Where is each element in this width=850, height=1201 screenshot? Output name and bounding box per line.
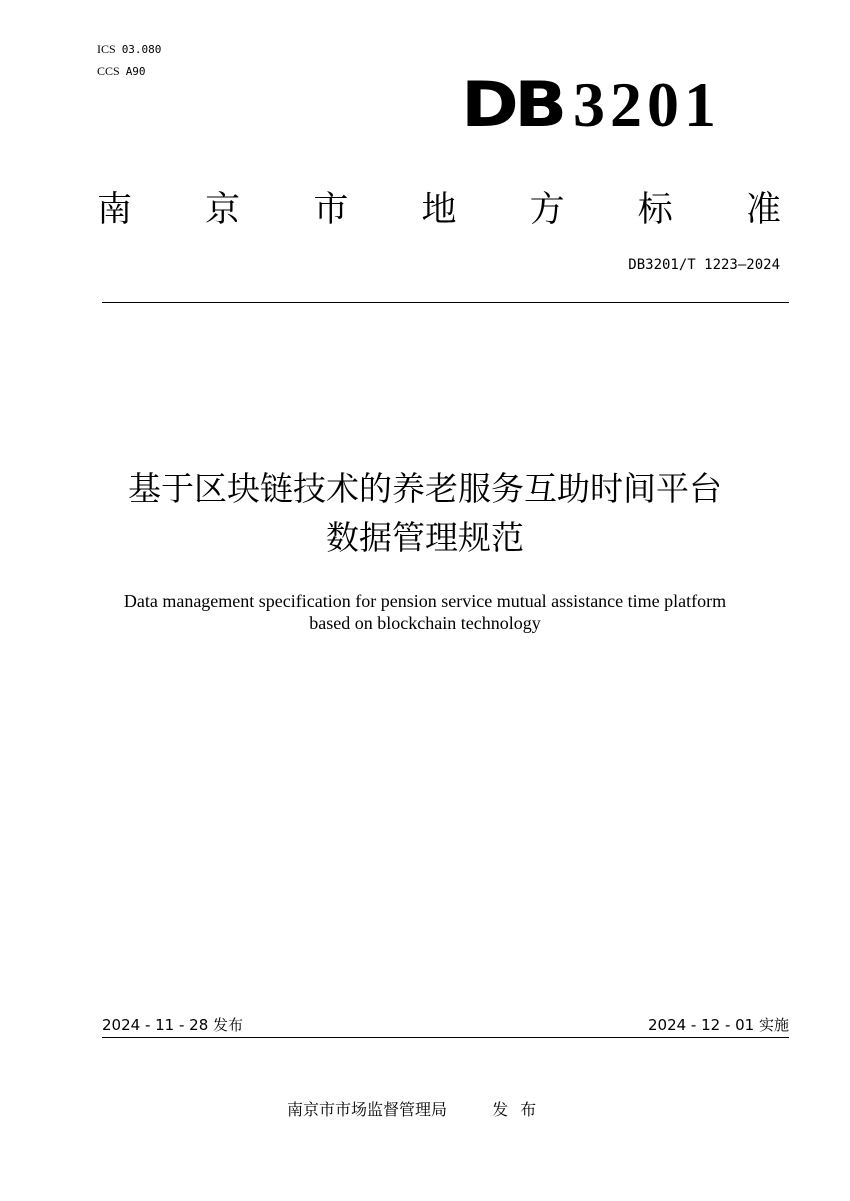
standard-code: DB3201/T 1223—2024 [628, 257, 780, 273]
standard-type [97, 185, 781, 235]
ics-label: ICS [97, 42, 116, 56]
standard-type-char: 标 [637, 190, 673, 230]
title-cn-line2: 数据管理规范 [326, 518, 524, 557]
db-logo-prefix: DB [461, 68, 563, 141]
standard-type-char: 市 [313, 190, 349, 230]
ccs-line [97, 63, 146, 80]
db-logo-number: 3201 [573, 69, 721, 140]
implement-date: 2024 - 12 - 01 实施 [647, 1016, 789, 1034]
title-cn-line1: 基于区块链技术的养老服务互助时间平台 [128, 469, 722, 508]
ccs-label: CCS [97, 64, 120, 78]
ccs-code: A90 [125, 65, 146, 78]
issuer-action: 发布 [492, 1100, 549, 1119]
standard-type-char: 京 [205, 190, 241, 230]
top-divider [102, 302, 789, 303]
title-en-line1: Data management specification for pension service mutual assistance time platform [123, 591, 727, 611]
issuer-name: 南京市市场监督管理局 [287, 1100, 448, 1119]
db-logo [461, 68, 721, 141]
ics-code: 03.080 [121, 43, 162, 56]
standard-type-char: 南 [97, 190, 133, 230]
standard-type-char: 方 [529, 190, 565, 230]
bottom-divider [102, 1037, 789, 1038]
issuer-line [287, 1099, 548, 1121]
ics-line [97, 41, 161, 58]
standard-type-char: 准 [745, 190, 781, 230]
title-en-line2: based on blockchain technology [309, 613, 541, 633]
standard-type-char: 地 [421, 190, 457, 230]
publish-date: 2024 - 11 - 28 发布 [102, 1016, 244, 1034]
